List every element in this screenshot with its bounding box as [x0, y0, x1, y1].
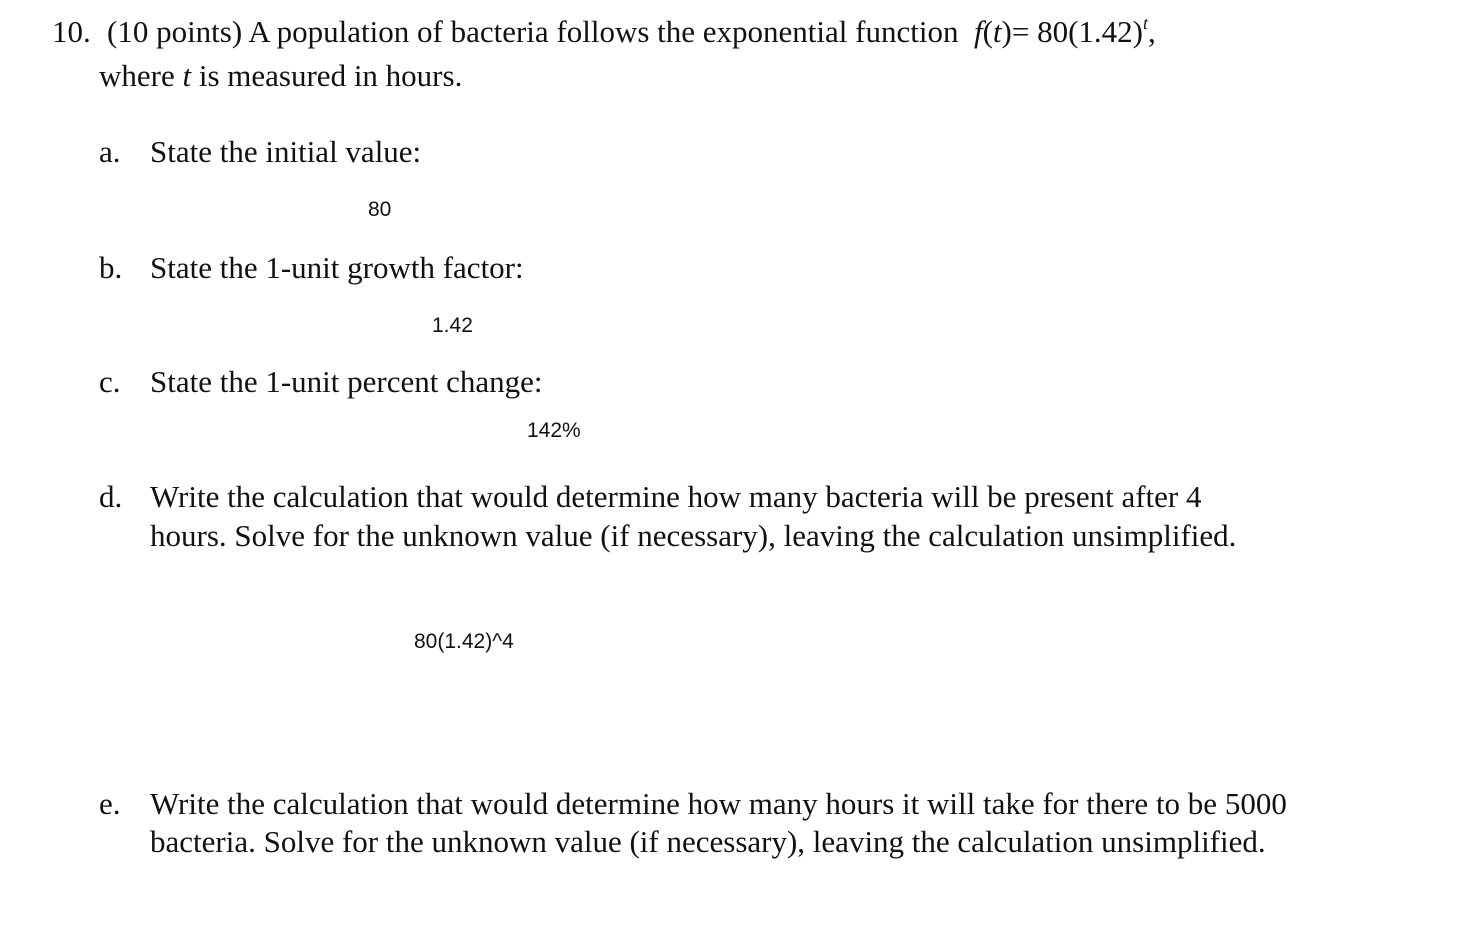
part-c-prompt: State the 1-unit percent change: [150, 364, 543, 399]
question-stem-line2 [99, 56, 462, 96]
function-formula: $f(t)= 80(1.42)^t$ [973, 13, 1149, 49]
part-e-prompt-line1: Write the calculation that would determine how many hours it will take for there to be 5000 [150, 786, 1287, 821]
part-d-label: d. [99, 479, 123, 514]
function-rhs: = 80(1.42) [1011, 14, 1144, 49]
function-variable: t [992, 14, 1002, 49]
part-b-answer[interactable]: 1.42 [432, 314, 473, 337]
part-e-label: e. [99, 786, 121, 821]
question-stem-text: A population of bacteria follows the exponential function [248, 14, 959, 49]
part-b-label: b. [99, 250, 123, 285]
part-c-label: c. [99, 364, 121, 399]
part-a-prompt: State the initial value: [150, 134, 422, 169]
function-name: f [973, 14, 983, 49]
question-points: (10 points) [107, 14, 243, 49]
part-e-prompt-line2: bacteria. Solve for the unknown value (if necessary), leaving the calculation unsimplified. [150, 824, 1266, 859]
part-a-answer[interactable]: 80 [368, 198, 392, 221]
part-b-prompt: State the 1-unit growth factor: [150, 250, 524, 285]
function-exponent: t [1143, 13, 1149, 33]
part-d-prompt-line2: hours. Solve for the unknown value (if necessary), leaving the calculation unsimplified. [150, 518, 1237, 553]
question-number: 10. [52, 14, 91, 49]
part-d-answer[interactable]: 80(1.42)^4 [414, 630, 514, 653]
part-d-prompt-line1: Write the calculation that would determine how many bacteria will be present after 4 [150, 479, 1202, 514]
part-c-answer[interactable]: 142% [527, 419, 581, 442]
stem-comma: , [1148, 14, 1156, 49]
line2-variable: t [182, 58, 192, 93]
line2-where: where [99, 58, 175, 93]
line2-rest: is measured in hours. [198, 58, 463, 93]
question-stem-line1 [107, 12, 1156, 52]
part-a-label: a. [99, 134, 121, 169]
